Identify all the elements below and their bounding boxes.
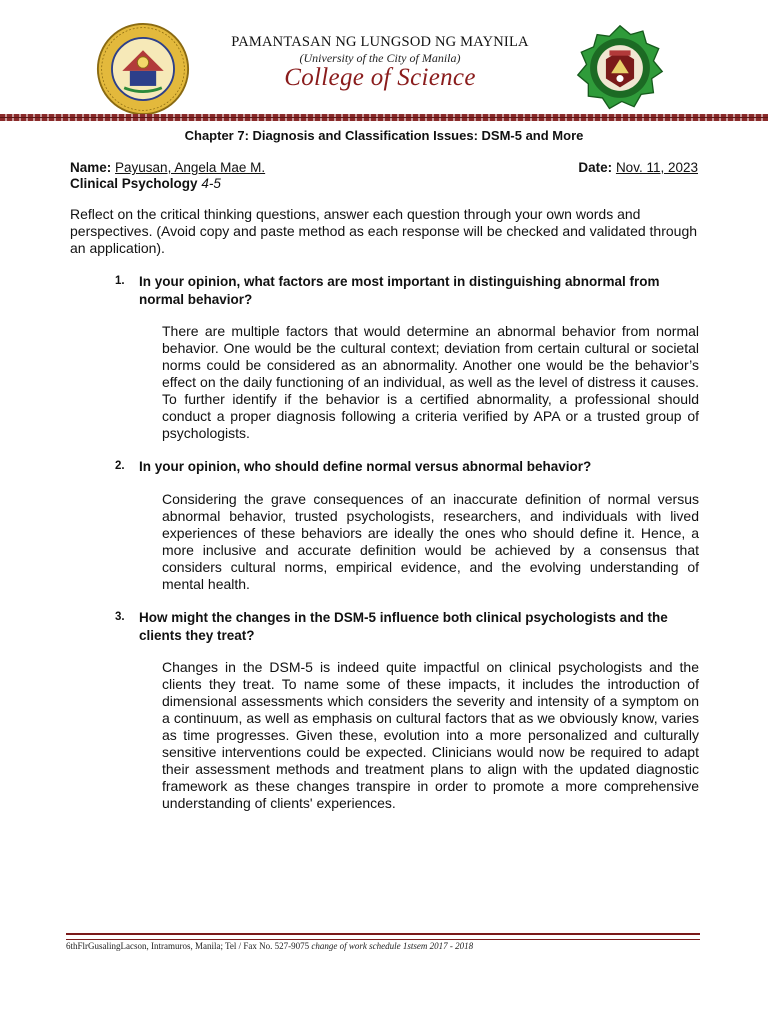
footer-note: change of work schedule 1stsem 2017 - 2018 — [311, 941, 474, 951]
question-1 — [115, 273, 705, 308]
answer-2: Considering the grave consequences of an inaccurate definition of normal versus abnormal behavior, trusted psychologists, researchers, and individuals with lived experiences of these behaviors are ideally the ones who should define it. Hence, a more inclusive and accurate definition would be achieved by a consensus that considers cultural norms, empirical evidence, and the evolving understanding of mental health. — [162, 491, 699, 592]
university-name: PAMANTASAN NG LUNGSOD NG MAYNILA — [231, 34, 529, 50]
university-seal-icon — [96, 22, 190, 116]
date-block — [578, 160, 698, 175]
question-text: In your opinion, who should define normal versus abnormal behavior? — [139, 459, 592, 474]
question-text: In your opinion, what factors are most important in distinguishing abnormal from normal behavior? — [139, 274, 660, 307]
course-row — [70, 176, 698, 191]
question-text: How might the changes in the DSM-5 influence both clinical psychologists and the clients they treat? — [139, 610, 668, 643]
college-name: College of Science — [284, 64, 476, 91]
name-date-row — [70, 160, 698, 175]
footer — [66, 941, 706, 951]
footer-address: 6thFlrGusalingLacson, Intramuros, Manila; Tel / Fax No. 527-9075 — [66, 941, 310, 951]
question-3 — [115, 609, 705, 644]
question-number: 2. — [115, 460, 125, 472]
answer-1: There are multiple factors that would determine an abnormal behavior from normal behavior. One would be the cultural context; deviation from certain cultural or societal norms could be considered as an abnormality. Another one would be the behavior’s effect on the daily functioning of an individual, as well as the level of distress it causes. To further identify if the behavior is a certified abnormality, a professional should conduct a proper diagnosis following a criteria verified by APA or a trusted group of psychologists. — [162, 323, 699, 441]
instructions: Reflect on the critical thinking questions, answer each question through your own words and perspectives. (Avoid copy and paste method as each response will be checked and validated through an application). — [70, 206, 698, 256]
answer-3: Changes in the DSM-5 is indeed quite impactful on clinical psychologists and the clients they treat. To name some of these impacts, it includes the introduction of dimensional assessments which considers the severity and intensity of a symptom on a continuum, as well as emphasis on cultural factors that as we obviously know, varies as time progresses. Given these, evolution into a more personalized and culturally sensitive interventions could be expected. Clinicians would now be required to adapt their assessment methods and treatment plans to align with the updated diagnostic framework as these changes transpire in order to promote a more comprehensive understanding of clients' experiences. — [162, 659, 699, 811]
student-name: Payusan, Angela Mae M. — [115, 160, 266, 175]
question-2 — [115, 458, 705, 476]
footer-divider — [66, 933, 700, 940]
course-name: Clinical Psychology — [70, 176, 198, 191]
question-number: 1. — [115, 275, 125, 287]
date-value: Nov. 11, 2023 — [615, 160, 698, 175]
name-label: Name: — [70, 160, 112, 175]
date-label: Date: — [578, 160, 613, 175]
question-number: 3. — [115, 611, 125, 623]
course-section: 4-5 — [201, 176, 221, 191]
chapter-title: Chapter 7: Diagnosis and Classification Issues: DSM-5 and More — [184, 128, 584, 143]
university-subtitle: (University of the City of Manila) — [299, 51, 461, 65]
header-divider — [0, 114, 768, 121]
college-seal-icon — [575, 24, 665, 112]
